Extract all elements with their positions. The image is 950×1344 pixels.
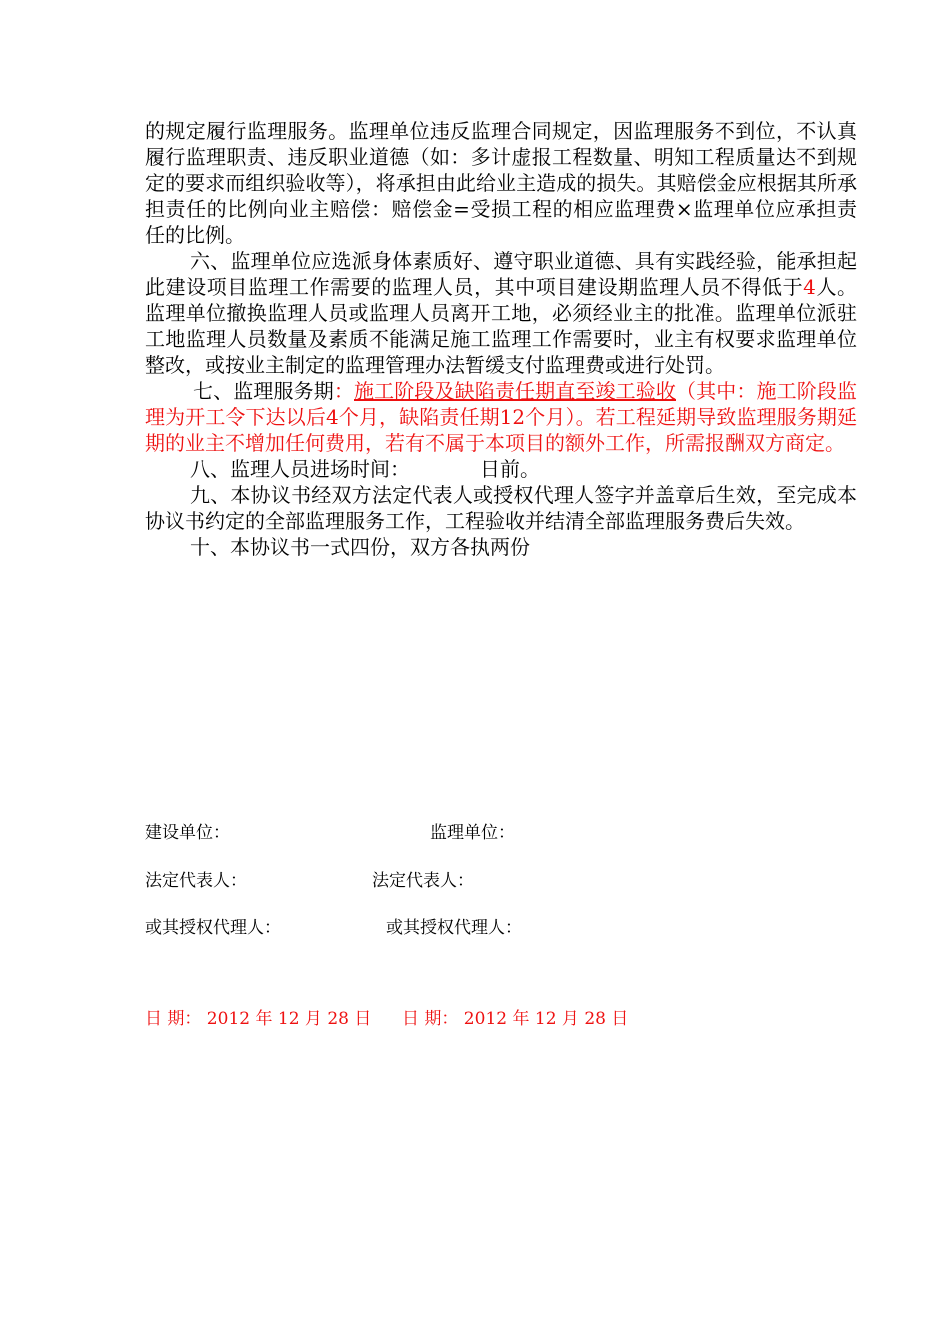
right-agent-label: 或其授权代理人： xyxy=(386,918,522,938)
right-date: 日 期： 2012 年 12 月 28 日 xyxy=(402,1009,629,1029)
paragraph-10 xyxy=(145,534,857,560)
right-legal-rep-label: 法定代表人： xyxy=(372,871,474,891)
paragraph-6 xyxy=(145,248,857,378)
contract-body xyxy=(145,118,857,560)
left-agent-label: 或其授权代理人： xyxy=(145,918,281,938)
paragraph-text: 的规定履行监理服务。监理单位违反监理合同规定，因监理服务不到位，不认真履行监理职责、违反职业道德（如：多计虚报工程数量、明知工程质量达不到规定的要求而组织验收等），将承担由此给业主造成的损失。其赔偿金应根据其所承担责任的比例向业主赔偿：赔偿金=受损工程的相应监理费×监理单位应承担责任的比例。 xyxy=(145,119,857,247)
staff-count-value: 4 xyxy=(803,275,816,299)
service-period-label: 七、监理服务期 xyxy=(193,379,334,403)
paragraph-8 xyxy=(145,456,857,482)
punctuation: ： xyxy=(333,379,354,403)
entry-time-label: 八、监理人员进场时间： xyxy=(190,457,410,481)
construction-unit-label: 建设单位： xyxy=(145,823,230,843)
paragraph-text: 六、监理单位应选派身体素质好、遵守职业道德、具有实践经验，能承担起此建设项目监理工作需要的监理人员，其中项目建设期监理人员不得低于 xyxy=(145,249,857,299)
left-legal-rep-label: 法定代表人： xyxy=(145,871,247,891)
paragraph-9 xyxy=(145,482,857,534)
service-period-underlined: 施工阶段及缺陷责任期直至竣工验收 xyxy=(354,379,676,403)
paragraph-text: 人。监理单位撤换监理人员或监理人员离开工地，必须经业主的批准。监理单位派驻工地监理人员数量及素质不能满足施工监理工作需要时，业主有权要求监理单位整改，或按业主制定的监理管理办法暂缓支付监理费或进行处罚。 xyxy=(145,275,858,377)
paragraph-7 xyxy=(145,378,857,456)
paragraph-text: 十、本协议书一式四份，双方各执两份 xyxy=(190,535,530,559)
supervision-unit-label: 监理单位： xyxy=(430,823,515,843)
paragraph-5-continuation xyxy=(145,118,857,248)
service-period-detail: （其中：施工阶段监理为开工令下达以后4个月，缺陷责任期12个月）。若工程延期导致监理服务期延期的业主不增加任何费用，若有不属于本项目的额外工作，所需报酬双方商定。 xyxy=(145,379,857,455)
left-date: 日 期： 2012 年 12 月 28 日 xyxy=(145,1009,372,1029)
entry-time-suffix: 日前。 xyxy=(480,457,540,481)
paragraph-text: 九、本协议书经双方法定代表人或授权代理人签字并盖章后生效，至完成本协议书约定的全部监理服务工作，工程验收并结清全部监理服务费后失效。 xyxy=(145,483,857,533)
